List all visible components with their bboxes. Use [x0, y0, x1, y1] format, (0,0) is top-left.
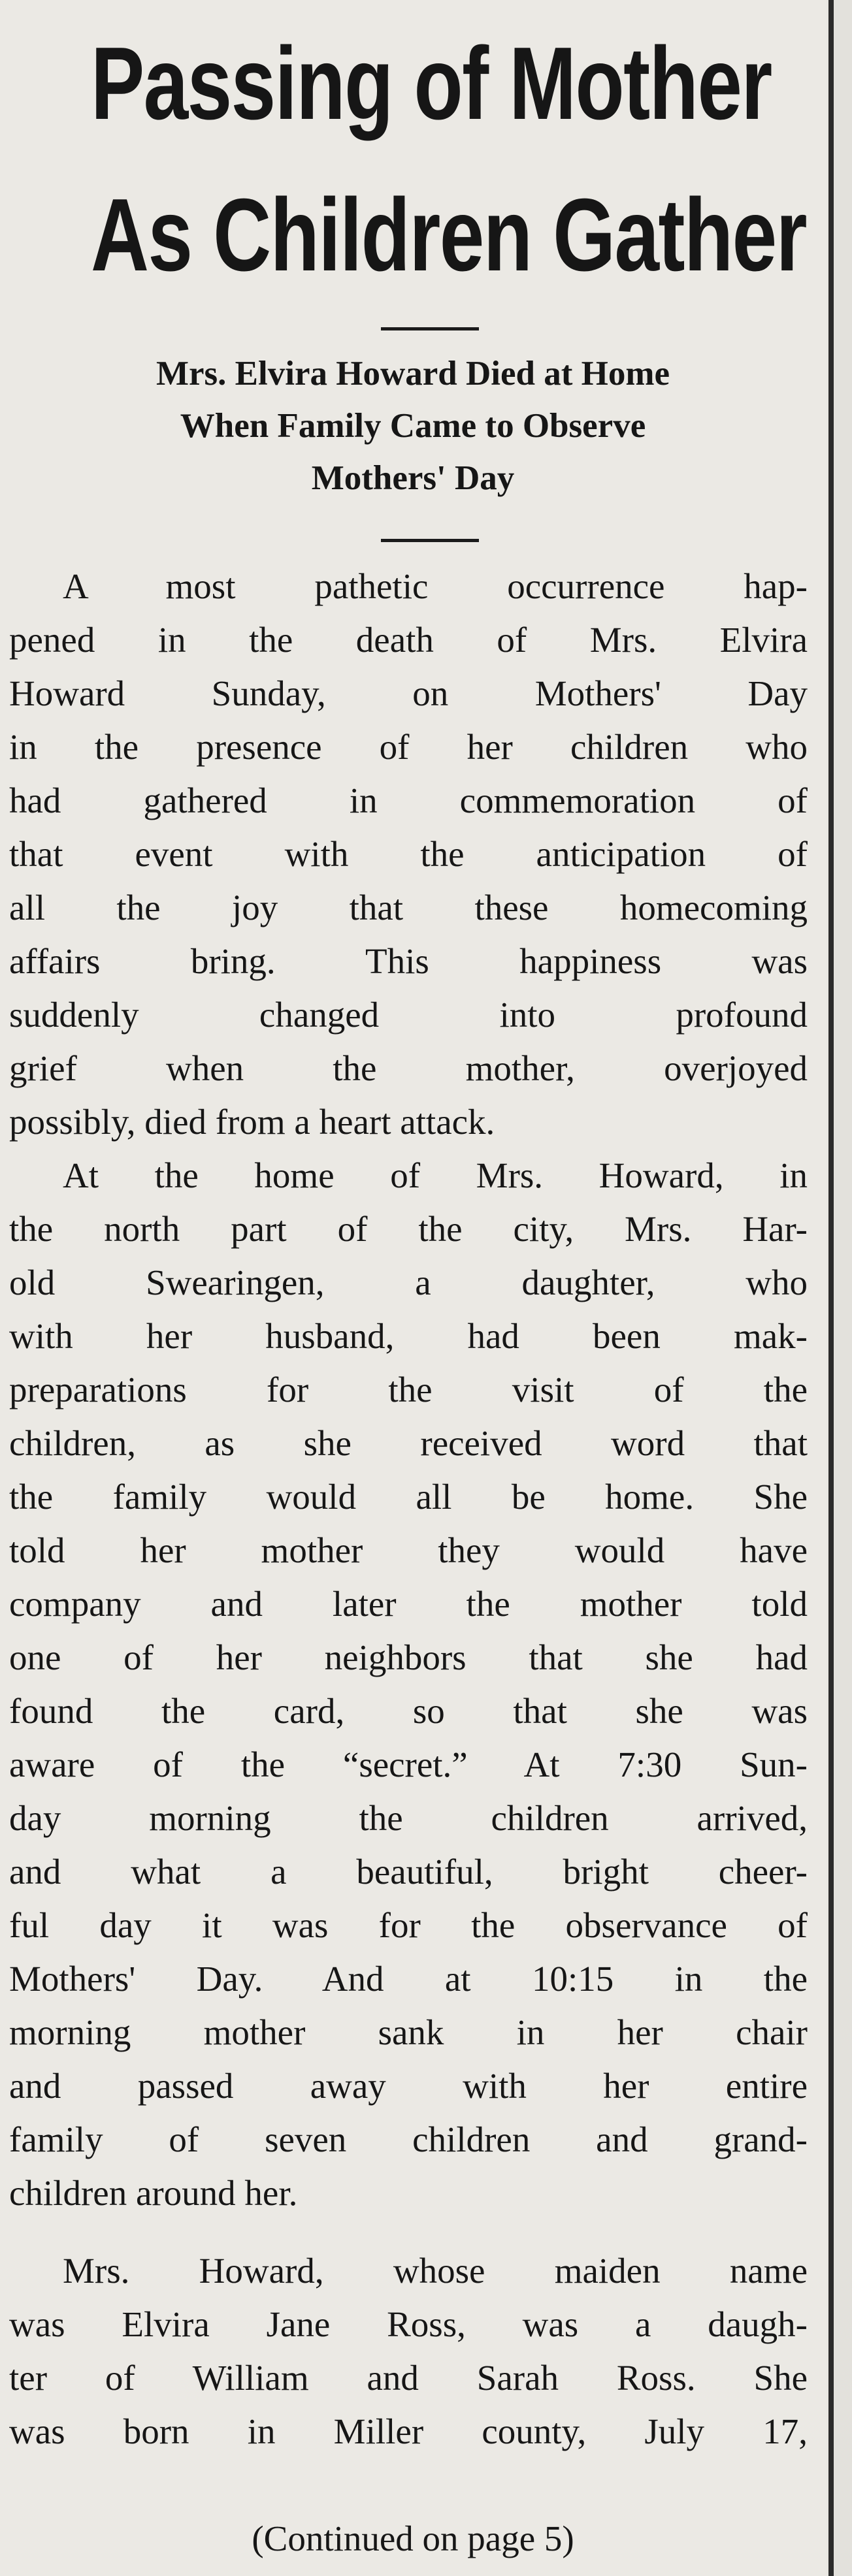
body-line: aware of the “secret.” At 7:30 Sun-: [9, 1745, 808, 1784]
body-line: company and later the mother told: [9, 1584, 808, 1624]
body-line: family of seven children and grand-: [9, 2119, 808, 2159]
body-line: and what a beautiful, bright cheer-: [9, 1852, 808, 1892]
body-line: At the home of Mrs. Howard, in: [63, 1155, 808, 1195]
body-line: with her husband, had been mak-: [9, 1316, 808, 1356]
body-line: in the presence of her children who: [9, 727, 808, 767]
body-line: pened in the death of Mrs. Elvira: [9, 620, 808, 660]
subheadline-line-3: Mothers' Day: [311, 459, 515, 497]
body-line: one of her neighbors that she had: [9, 1637, 808, 1677]
body-line: A most pathetic occurrence hap-: [63, 566, 808, 606]
body-line: was born in Miller county, July 17,: [9, 2411, 808, 2451]
divider-rule-bottom: [381, 539, 479, 542]
body-line: Howard Sunday, on Mothers' Day: [9, 673, 808, 713]
continued-notice: (Continued on page 5): [252, 2519, 574, 2558]
body-line: possibly, died from a heart attack.: [9, 1102, 495, 1142]
body-line: told her mother they would have: [9, 1530, 808, 1570]
subheadline-line-2: When Family Came to Observe: [180, 407, 646, 445]
right-margin: [834, 0, 852, 2576]
divider-rule-top: [381, 327, 479, 330]
body-line: the family would all be home. She: [9, 1477, 808, 1517]
body-line: old Swearingen, a daughter, who: [9, 1263, 808, 1302]
body-line: children around her.: [9, 2173, 298, 2213]
body-line: had gathered in commemoration of: [9, 781, 808, 820]
body-line: the north part of the city, Mrs. Har-: [9, 1209, 808, 1249]
body-line: Mrs. Howard, whose maiden name: [63, 2251, 808, 2291]
subheadline-line-1: Mrs. Elvira Howard Died at Home: [156, 355, 670, 393]
body-line: grief when the mother, overjoyed: [9, 1048, 808, 1088]
body-line: Mothers' Day. And at 10:15 in the: [9, 1959, 808, 1999]
body-line: that event with the anticipation of: [9, 834, 808, 874]
body-line: found the card, so that she was: [9, 1691, 808, 1731]
headline-line-2: As Children Gather: [91, 178, 807, 293]
body-line: affairs bring. This happiness was: [9, 941, 808, 981]
body-line: and passed away with her entire: [9, 2066, 808, 2106]
body-line: all the joy that these homecoming: [9, 888, 808, 927]
headline-line-1: Passing of Mother: [91, 26, 772, 141]
body-line: ful day it was for the observance of: [9, 1905, 808, 1945]
body-line: day morning the children arrived,: [9, 1798, 808, 1838]
body-line: preparations for the visit of the: [9, 1370, 808, 1409]
body-line: children, as she received word that: [9, 1423, 808, 1463]
body-line: suddenly changed into profound: [9, 995, 808, 1035]
body-line: morning mother sank in her chair: [9, 2012, 808, 2052]
body-line: ter of William and Sarah Ross. She: [9, 2358, 808, 2398]
column-rule: [828, 0, 834, 2576]
body-line: was Elvira Jane Ross, was a daugh-: [9, 2304, 808, 2344]
